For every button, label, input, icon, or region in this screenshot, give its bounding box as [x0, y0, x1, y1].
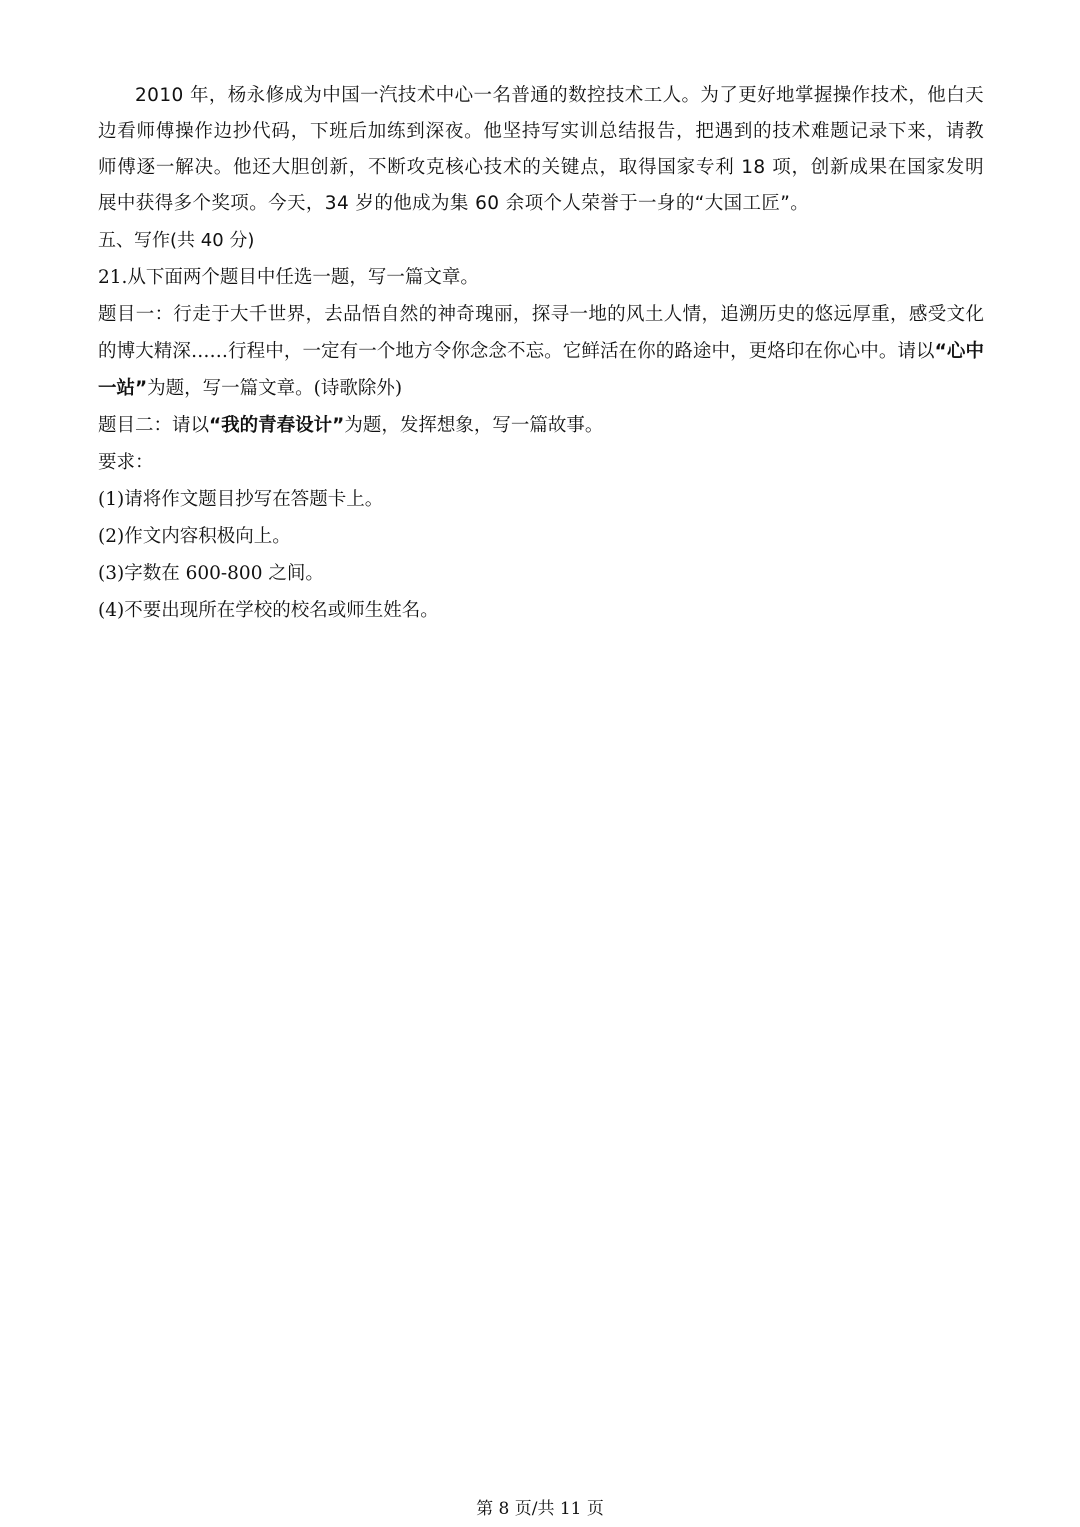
section-title: 五、写作(共 40 分)	[98, 230, 255, 251]
question-stem: 21.从下面两个题目中任选一题，写一篇文章。	[98, 267, 479, 288]
topic-one	[98, 296, 984, 407]
requirement-item: (1)请将作文题目抄写在答题卡上。	[98, 489, 384, 510]
topic-one-title: “心中一站”	[98, 341, 984, 399]
page-number-footer: 第 8 页/共 11 页	[476, 1499, 604, 1519]
requirement-item: (4)不要出现所在学校的校名或师生姓名。	[98, 600, 439, 621]
requirement-item: (2)作文内容积极向上。	[98, 526, 291, 547]
reading-passage: 2010 年，杨永修成为中国一汽技术中心一名普通的数控技术工人。为了更好地掌握操作技术，他白天边看师傅操作边抄代码，下班后加练到深夜。他坚持写实训总结报告，把遇到的技术难题记录下来，请教师傅逐一解决。他还大胆创新，不断攻克核心技术的关键点，取得国家专利 18 项，创新成果在国家发明展中获得多个奖项。今天，34 岁的他成为集 60 余项个人荣誉于一身的“大国工匠”。	[98, 85, 984, 214]
topic-two-prefix: 题目二：请以	[98, 415, 210, 436]
page-content	[98, 78, 984, 629]
topic-two	[98, 407, 984, 444]
requirements-label: 要求：	[98, 452, 154, 473]
topic-two-suffix: 为题，发挥想象，写一篇故事。	[344, 415, 604, 436]
topic-two-title: “我的青春设计”	[209, 415, 345, 436]
topic-one-prefix: 题目一：行走于大千世界，去品悟自然的神奇瑰丽，探寻一地的风土人情，追溯历史的悠远厚重，感受文化的博大精深……行程中，一定有一个地方令你念念不忘。它鲜活在你的路途中，更烙印在你心中。请以	[98, 304, 984, 362]
topic-one-suffix: 为题，写一篇文章。(诗歌除外)	[147, 378, 403, 399]
requirement-item: (3)字数在 600-800 之间。	[98, 563, 324, 584]
